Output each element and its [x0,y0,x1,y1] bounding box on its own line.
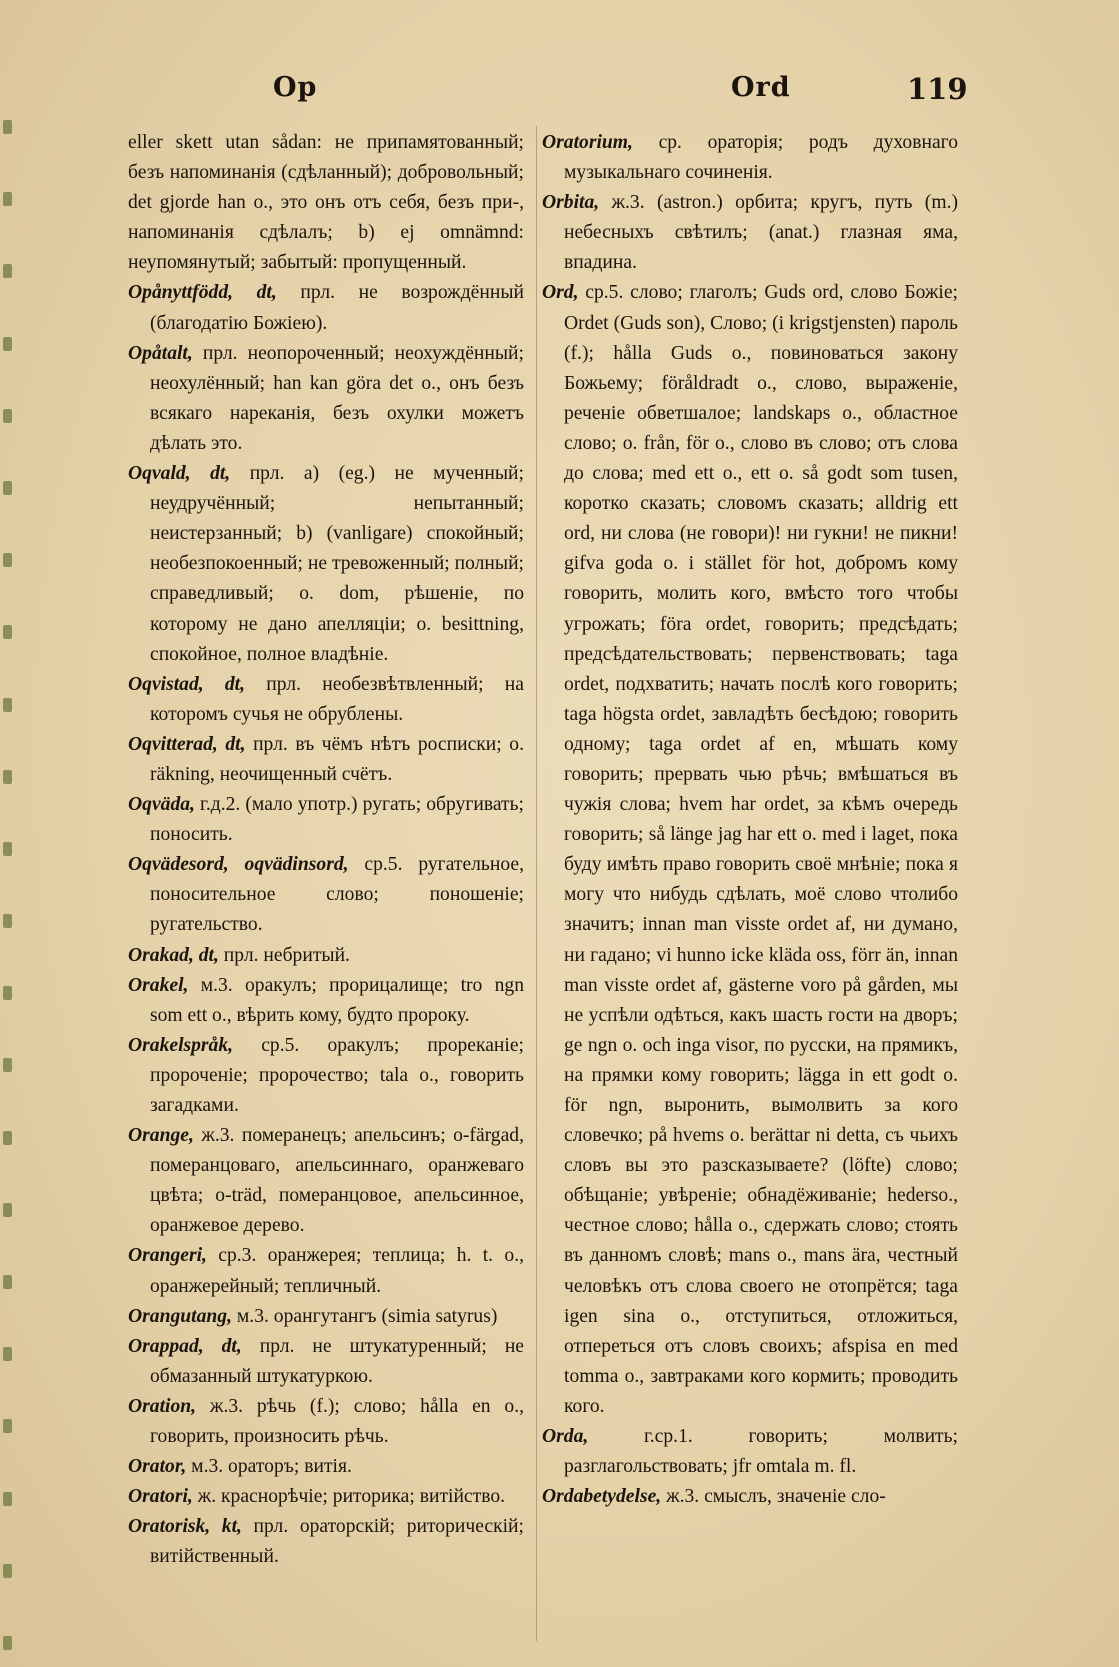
headword: Oratori, [128,1486,193,1508]
headword: Ordabetydelse, [542,1486,662,1508]
headword: Oratorium, [542,132,633,153]
dictionary-entry: Orator, м.3. ораторъ; витія. [128,1456,352,1478]
dictionary-entry: Orakelspråk, ср.5. оракулъ; прореканіе; пророченіе; пророчество; tala o., говорить загадками. [128,1034,524,1116]
dictionary-entry: Orakad, dt, прл. небритый. [128,944,350,966]
column-divider [536,126,537,1641]
dictionary-entry: Oqvald, dt, прл. a) (eg.) не мученный; неудручённый; непытанный; неистерзанный; b) (vanligare) спокойный; необезпокоенный; не тревоженный; полный; справедливый; o. dom, рѣшеніе, по которому не дано апелляціи; o. besittning, спокойное, полное владѣніе. [128,463,524,665]
edge-mark [3,1636,12,1650]
headword: Orakel, [128,974,189,996]
headword: Oqväda, [128,794,195,816]
edge-mark [3,192,12,206]
edge-mark [3,698,12,712]
edge-mark [3,1564,12,1578]
edge-mark [3,337,12,351]
dictionary-entry: Ordabetydelse, ж.3. смыслъ, значеніе сло- [542,1486,886,1508]
edge-mark [3,625,12,639]
dictionary-entry: Oratorium, ср. ораторія; родъ духовнаго музыкальнаго сочиненія. [542,132,958,184]
dictionary-entry: Oration, ж.3. рѣчь (f.); слово; hålla en o., говорить, произносить рѣчь. [128,1395,524,1448]
headword: Orator, [128,1456,187,1478]
edge-mark [3,481,12,495]
running-head-right: Ord [731,72,791,103]
headword: Orbita, [542,192,600,214]
dictionary-entry: Oqvitterad, dt, прл. въ чёмъ нѣтъ росписки; o. räkning, неочищенный счётъ. [128,733,524,785]
edge-mark [3,770,12,784]
headword: Ord, [542,282,579,304]
dictionary-entry: Oqväda, г.д.2. (мало употр.) ругать; обругивать; поносить. [128,794,524,846]
headword: Orakad, dt, [128,944,219,966]
dictionary-entry: Oratori, ж. краснорѣчіе; риторика; витійство. [128,1486,506,1508]
dictionary-entry: Opåtalt, прл. неопороченный; неохуждённый; неохулённый; han kan göra det o., онъ безъ всякаго нареканія, безъ охулки можетъ дѣлать это. [128,342,524,454]
edge-mark [3,842,12,856]
dictionary-entry: Orangeri, ср.3. оранжерея; теплица; h. t. o., оранжерейный; тепличный. [128,1245,524,1297]
dictionary-entry: Orangutang, м.3. орангутангъ (simia satyrus) [128,1305,498,1327]
headword: Orda, [542,1426,589,1448]
edge-mark [3,1492,12,1506]
headword: Oqvald, dt, [128,463,231,485]
edge-mark [3,1203,12,1217]
edge-mark [3,1058,12,1072]
dictionary-entry: Orakel, м.3. оракулъ; прорицалище; tro ngn som ett o., вѣрить кому, будто пророку. [128,974,524,1026]
dictionary-entry: Ord, ср.5. слово; глаголъ; Guds ord, слово Божіе; Ordet (Guds son), Слово; (i krigstjensten) пароль (f.); hålla Guds o., повиноваться закону Божьему; föråldradt o., слово, выраженіе, реченіе обветшалое; landskaps o., областное слово; o. från, för o., слово въ слово; отъ слова до слова; med ett o., ett o. så godt som tusen, коротко сказать; словомъ сказать; alldrig ett ord, ни слова (не говори)! ни гукни! не пикни! gifva goda o. i stället för hot, добромъ кому говорить, молить кого, вмѣсто того чтобы угрожать; föra ordet, говорить; предсѣдать; предсѣдательствовать; первенствовать; taga ordet, подхватить; начать послѣ кого говорить; taga högsta ordet, завладѣть бесѣдою; говорить одному; taga ordet af en, мѣшать кому говорить; прервать чью рѣчь; вмѣшаться въ чужія слова; hvem har ordet, за кѣмъ очередь говорить; så länge jag har ett o. med i laget, пока буду имѣть право говорить своё мнѣніе; пока я могу что нибудь сдѣлать, моё слово чтолибо значитъ; innan man visste ordet af, ни думано, ни гадано; vi hunno icke kläda oss, förr än, innan man visste ordet af, gästerne voro på gården, мы не успѣли одѣться, какъ шасть гости на дворъ; ge ngn o. och inga visor, по русски, на прямикъ, на прямки кому говорить; lägga in ett godt o. för ngn, выронить, вымолвить за кого словечко; på hvems o. berättar ni detta, съ чьихъ словъ вы это разсказываете? (löfte) слово; обѣщаніе; увѣреніе; обнадёживаніе; hederso., честное слово; hålla o., сдержать слово; стоять въ данномъ словѣ; mans o., mans ära, честный человѣкъ отъ слова своего не отопрётся; taga igen sina o., отступиться, отложиться, отпереться отъ словъ своихъ; afspisa en med tomma o., завтраками кого кормить; проводить кого. [542,282,958,1417]
edge-mark [3,120,12,134]
edge-mark [3,1131,12,1145]
edge-mark [3,1419,12,1433]
headword: Oqvitterad, dt, [128,733,246,755]
right-column [542,128,958,1512]
headword: Orakelspråk, [128,1034,234,1056]
dictionary-entry: Orda, г.ср.1. говорить; молвить; разглагольствовать; jfr omtala m. fl. [542,1426,958,1478]
headword: Orange, [128,1125,194,1147]
edge-mark [3,986,12,1000]
headword: Orappad, dt, [128,1335,242,1357]
dictionary-entry: Orappad, dt, прл. не штукатуренный; не обмазанный штукатуркою. [128,1335,525,1387]
left-column [128,128,524,1573]
dictionary-entry: eller skett utan sådan: не припамятованный; безъ напоминанія (сдѣланный); добровольный; det gjorde han o., это онъ отъ себя, безъ при-, напоминанія сдѣлалъ; b) ej omnämnd: неупомянутый; забытый: пропущенный. [128,132,524,274]
headword: Oration, [128,1395,197,1417]
edge-mark [3,264,12,278]
page-edge-thumb-marks [0,120,16,1650]
page-number: 119 [907,72,968,106]
headword: Oqvädesord, oqvädinsord, [128,854,349,876]
dictionary-entry: Oqvistad, dt, прл. необезвѣтвленный; на которомъ сучья не обрублены. [128,673,524,725]
running-head-left: Op [273,72,318,103]
headword: Opåtalt, [128,342,193,364]
dictionary-entry: Orange, ж.3. померанецъ; апельсинъ; o-färgad, померанцоваго, апельсиннаго, оранжеваго цвѣта; o-träd, померанцовое, апельсинное, оранжевое дерево. [128,1125,524,1237]
headword: Orangeri, [128,1245,207,1267]
edge-mark [3,553,12,567]
edge-mark [3,914,12,928]
dictionary-entry: Orbita, ж.3. (astron.) орбита; кругъ, путь (m.) небесныхъ свѣтилъ; (anat.) глазная яма, впадина. [542,192,958,274]
dictionary-entry: Opånyttfödd, dt, прл. не возрождённый (благодатію Божіею). [128,282,524,334]
headword: Oratorisk, kt, [128,1516,242,1538]
headword: Orangutang, [128,1305,232,1327]
headword: Oqvistad, dt, [128,673,246,695]
dictionary-entry: Oqvädesord, oqvädinsord, ср.5. ругательное, поносительное слово; поношеніе; ругательство. [128,854,524,936]
edge-mark [3,409,12,423]
edge-mark [3,1275,12,1289]
dictionary-entry: Oratorisk, kt, прл. ораторскій; риторическій; витійственный. [128,1516,524,1568]
edge-mark [3,1347,12,1361]
headword: Opånyttfödd, dt, [128,282,277,304]
